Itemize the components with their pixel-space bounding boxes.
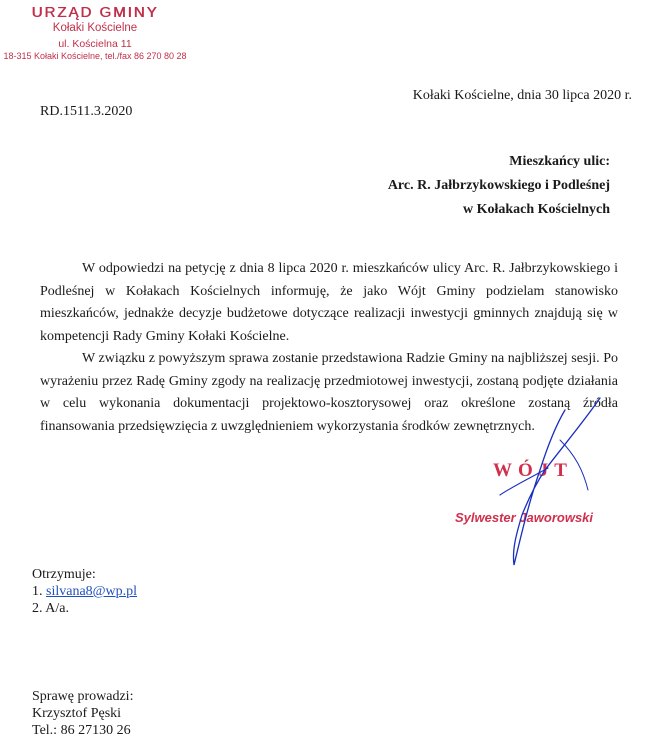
reference-number: RD.1511.3.2020: [40, 104, 133, 119]
recipient-email-link[interactable]: silvana8@wp.pl: [46, 584, 138, 599]
signature-stamp-name: Sylwester Jaworowski: [455, 510, 594, 525]
letter-body: [40, 258, 618, 438]
paragraph-1: W odpowiedzi na petycję z dnia 8 lipca 2020 r. mieszkańców ulicy Arc. R. Jałbrzykowskiego i Podleśnej w Kołakach Kościelnych informuję, że jako Wójt Gminy podzielam stanowisko mieszkańców, jednakże decyzje budżetowe dotyczące realizacji inwestycji gminnych znajdują się w kompetencji Rady Gminy Kołaki Kościelne.: [40, 261, 618, 344]
paragraph-2: W związku z powyższym sprawa zostanie przedstawiona Radzie Gminy na najbliższej sesji. Po wyrażeniu przez Radę Gminy zgody na realizację przedmiotowej inwestycji, zostaną podjęte działania w celu wykonania dokumentacji projektowo-kosztorysowej oraz określone zostaną źródła finansowania przedsięwzięcia z uwzględnieniem wykorzystania środków zewnętrznych.: [40, 351, 618, 434]
recipients-heading: Otrzymuje:: [32, 567, 96, 582]
handler-phone: Tel.: 86 27130 26: [32, 723, 131, 738]
handler-name: Krzysztof Pęski: [32, 706, 122, 721]
recipients-block: [32, 566, 137, 617]
addressee-line-1: Mieszkańcy ulic:: [509, 154, 610, 169]
signature-stamp-title: WÓJT: [493, 460, 573, 481]
recipient-item-1-number: 1.: [32, 584, 43, 599]
stamp-street: ul. Kościelna 11: [58, 38, 132, 50]
recipient-item-1: [32, 583, 137, 600]
stamp-contact: 18-315 Kołaki Kościelne, tel./fax 86 270 80 28: [3, 51, 187, 61]
addressee-line-3: w Kołakach Kościelnych: [462, 202, 610, 217]
place-and-date: Kołaki Kościelne, dnia 30 lipca 2020 r.: [412, 88, 632, 103]
recipient-item-2: 2. A/a.: [32, 601, 69, 616]
addressee-block: [388, 150, 610, 222]
addressee-line-2: Arc. R. Jałbrzykowskiego i Podleśnej: [387, 178, 610, 193]
stamp-office-name: URZĄD GMINY: [31, 4, 159, 21]
case-handler-block: [32, 688, 133, 739]
stamp-municipality: Kołaki Kościelne: [52, 22, 138, 34]
handler-heading: Sprawę prowadzi:: [32, 689, 134, 704]
office-stamp: [0, 4, 190, 61]
